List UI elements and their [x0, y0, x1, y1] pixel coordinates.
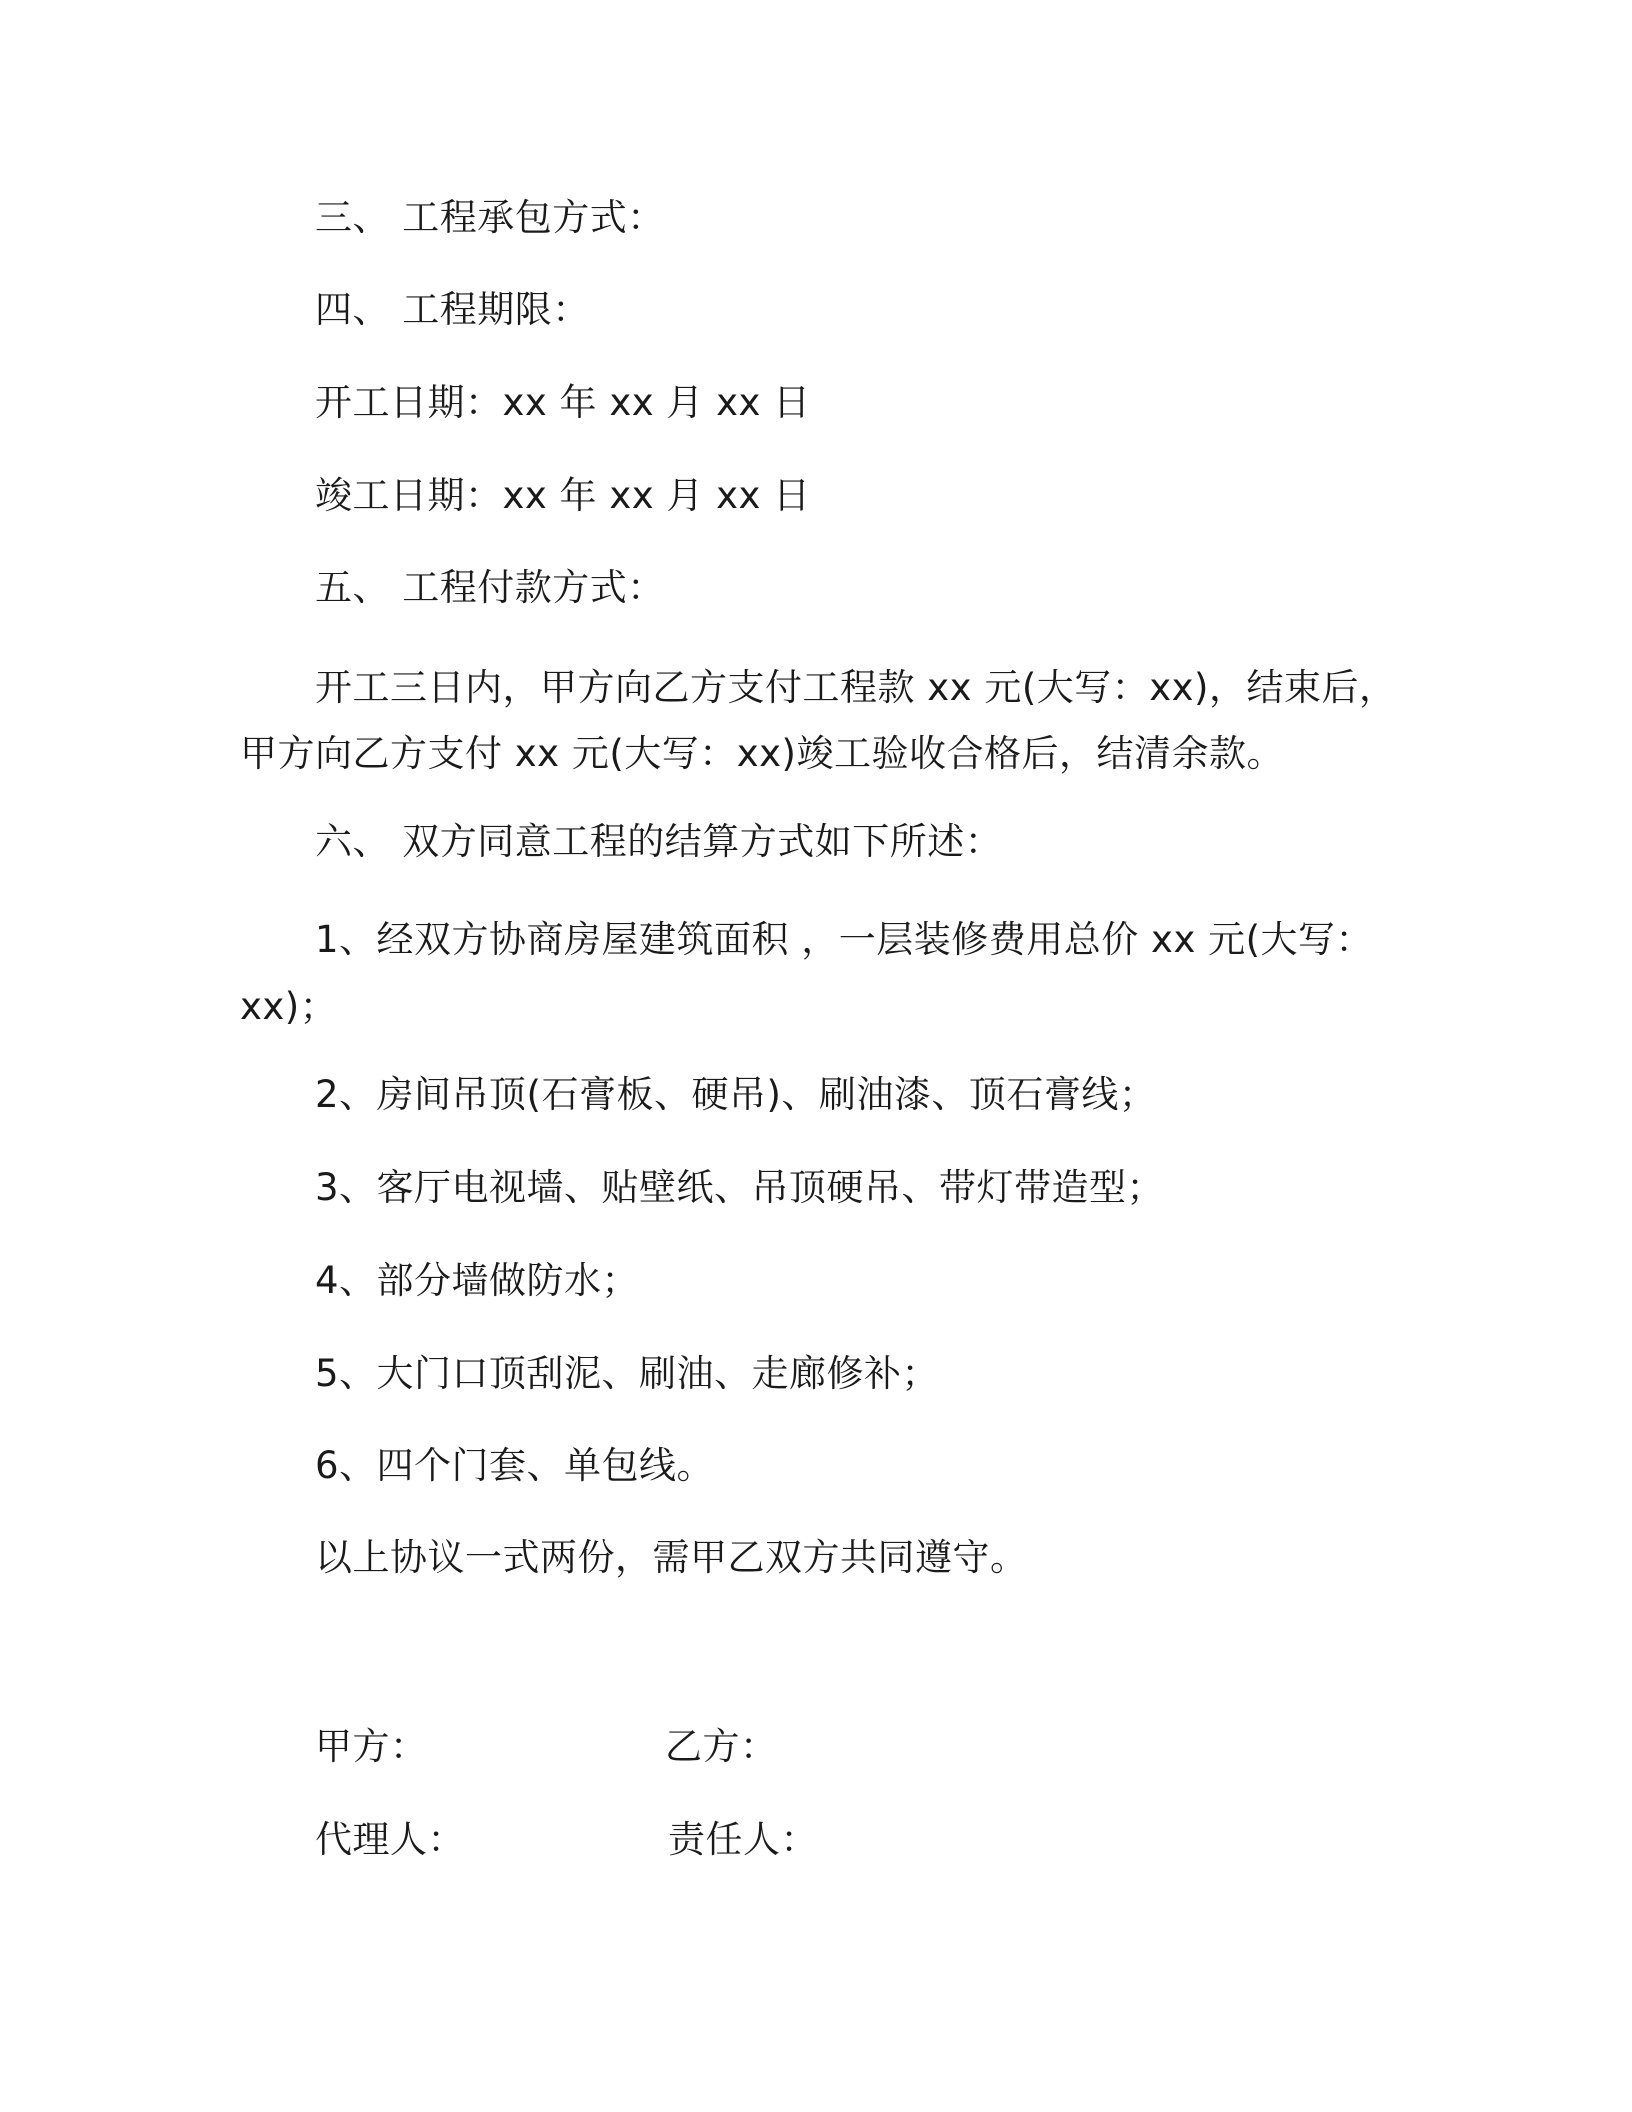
agent-label: 代理人： [315, 1818, 465, 1861]
settlement-item-6: 6、四个门套、单包线。 [315, 1444, 715, 1487]
start-date: 开工日期：xx 年 xx 月 xx 日 [315, 381, 811, 424]
payment-terms-line-1: 开工三日内，甲方向乙方支付工程款 xx 元(大写：xx)，结束后， [315, 666, 1397, 709]
end-date: 竣工日期：xx 年 xx 月 xx 日 [315, 474, 811, 517]
section-6-heading: 六、 双方同意工程的结算方式如下所述： [315, 820, 1003, 863]
responsible-person-label: 责任人： [668, 1818, 818, 1861]
settlement-item-1-line-1: 1、经双方协商房屋建筑面积 ，一层装修费用总价 xx 元(大写： [315, 918, 1374, 961]
party-b-label: 乙方： [665, 1725, 778, 1768]
settlement-item-3: 3、客厅电视墙、贴壁纸、吊顶硬吊、带灯带造型； [315, 1166, 1165, 1209]
section-4-heading: 四、 工程期限： [315, 288, 590, 331]
section-3-heading: 三、 工程承包方式： [315, 196, 665, 239]
settlement-item-2: 2、房间吊顶(石膏板、硬吊)、刷油漆、顶石膏线； [315, 1073, 1157, 1116]
settlement-item-4: 4、部分墙做防水； [315, 1259, 640, 1302]
payment-terms-line-2: 甲方向乙方支付 xx 元(大写：xx)竣工验收合格后，结清余款。 [240, 732, 1284, 775]
settlement-item-1-line-2: xx)； [240, 985, 338, 1028]
settlement-item-5: 5、大门口顶刮泥、刷油、走廊修补； [315, 1352, 940, 1395]
section-5-heading: 五、 工程付款方式： [315, 566, 665, 609]
closing-statement: 以上协议一式两份，需甲乙双方共同遵守。 [315, 1536, 1028, 1579]
party-a-label: 甲方： [315, 1725, 428, 1768]
